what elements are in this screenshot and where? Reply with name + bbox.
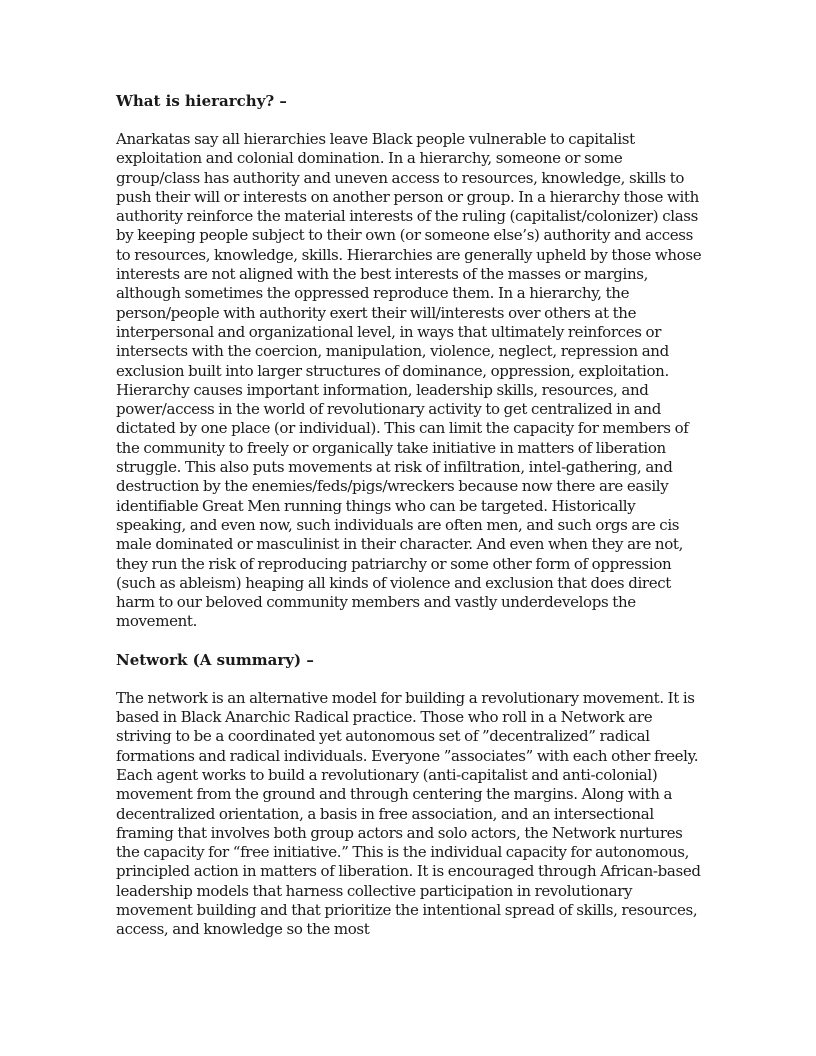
- section-heading-network: Network (A summary) –: [116, 650, 314, 669]
- section-heading-hierarchy: What is hierarchy? –: [116, 92, 287, 110]
- section-body-network: The network is an alternative model for building a revolutionary movement. It is based in Black Anarchic Radical practice. Those who roll in a Network are striving to be a coordinated yet autonomous set of ”decentralized” radical formations and radical individuals. Everyone ”associates” with each other freely. Each agent works to build a revolutionary (anti-capitalist and anti-colonial) movement from the ground and through centering the margins. Along with a decentralized orientation, a basis in free association, and an intersectional framing that involves both group actors and solo actors, the Network nurtures the capacity for “free initiative.” This is the individual capacity for autonomous, principled action in matters of liberation. It is encouraged through African-based leadership models that harness collective participation in revolutionary movement building and that prioritize the intentional spread of skills, resources, access, and knowledge so the most: [116, 688, 701, 939]
- section-body-hierarchy: Anarkatas say all hierarchies leave Black people vulnerable to capitalist exploitation and colonial domination. In a hierarchy, someone or some group/class has authority and uneven access to resources, knowledge, skills to push their will or interests on another person or group. In a hierarchy those with authority reinforce the material interests of the ruling (capitalist/colonizer) class by keeping people subject to their own (or someone else’s) authority and access to resources, knowledge, skills. Hierarchies are generally upheld by those whose interests are not aligned with the best interests of the masses or margins, although sometimes the oppressed reproduce them. In a hierarchy, the person/people with authority exert their will/interests over others at the interpersonal and organizational level, in ways that ultimately reinforces or intersects with the coercion, manipulation, violence, neglect, repression and exclusion built into larger structures of dominance, oppression, exploitation. Hierarchy causes important information, leadership skills, resources, and power/access in the world of revolutionary activity to get centralized in and dictated by one place (or individual). This can limit the capacity for members of the community to freely or organically take initiative in matters of liberation struggle. This also puts movements at risk of infiltration, intel-gathering, and destruction by the enemies/feds/pigs/wreckers because now there are easily identifiable Great Men running things who can be targeted. Historically speaking, and even now, such individuals are often men, and such orgs are cis male dominated or masculinist in their character. And even when they are not, they run the risk of reproducing patriarchy or some other form of oppression (such as ableism) heaping all kinds of violence and exclusion that does direct harm to our beloved community members and vastly underdevelops the movement.: [116, 130, 702, 631]
- document-page: [116, 92, 706, 940]
